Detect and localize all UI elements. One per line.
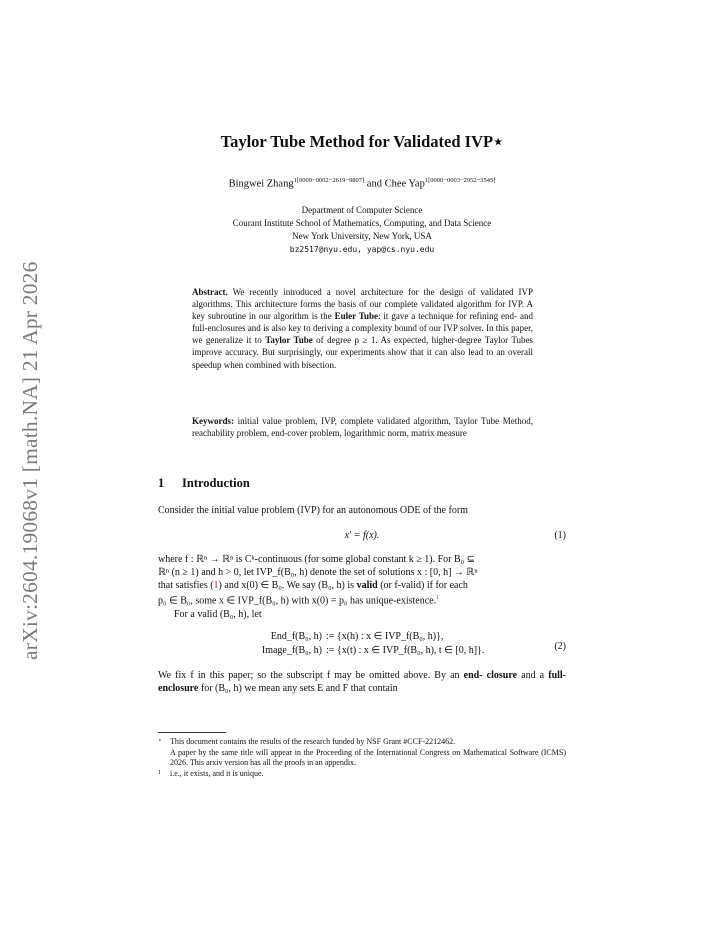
equation-1-body (158, 530, 566, 541)
footnote-star-text-2: A paper by the same title will appear in the Proceeding of the International Congress on Mathematical Software (ICMS) 2026. This arxiv version has all the proofs in an appendix. (170, 747, 566, 768)
footnotes (158, 737, 566, 779)
author-1-name: Bingwei Zhang (228, 178, 294, 190)
image-set-rhs: := {x(t) : x ∈ IVP_f(B₀, h), t ∈ [0, h]}. (326, 645, 485, 656)
para3-text-c: and a (521, 670, 545, 681)
section-heading (158, 476, 566, 491)
para-line-3b: ) and x(0) ∈ B₀. We say (B₀, h) is (218, 579, 355, 591)
term-closure: closure (486, 670, 518, 681)
abstract-taylor-tube: Taylor Tube (265, 335, 313, 346)
author-2-name: Chee Yap (384, 178, 425, 190)
keywords-text: initial value problem, IVP, complete validated algorithm, Taylor Tube Method, reachability problem, end-cover problem, logarithmic norm, matrix measure (192, 416, 533, 439)
equation-2-number: (2) (554, 641, 566, 652)
section-number: 1 (158, 476, 165, 490)
keywords (192, 415, 533, 439)
section-title: Introduction (182, 476, 250, 490)
para-line-3 (158, 580, 566, 593)
author-line (158, 177, 566, 190)
footnote-1-mark: 1 (158, 769, 161, 776)
image-set-lhs: Image_f(B₀, h) (261, 645, 322, 656)
intro-paragraph: Consider the initial value problem (IVP) for an autonomous ODE of the form (158, 505, 468, 516)
footnote-divider (158, 732, 226, 733)
abstract-text-2: : it gave a technique for refining end- and full-enclosures and is also key to deriving a complexity bound of our IVP solver. In this paper, we generalize it to (192, 311, 533, 346)
footnote-1 (158, 769, 566, 780)
term-end-hyphen: end- (463, 670, 483, 681)
term-full-enclosure: full-enclosure (158, 670, 567, 694)
affiliation-dept: Department of Computer Science (301, 205, 423, 215)
definition-paragraph (158, 554, 566, 621)
para3-text-d: for (B₀, h) we mean any sets E and F that contain (200, 682, 398, 694)
author-conjunction: and (366, 178, 382, 190)
author-2-orcid: 1[0000−0003−2952−3545] (424, 177, 496, 184)
end-set-rhs: := {x(h) : x ∈ IVP_f(B₀, h)}, (326, 631, 444, 642)
para-line-4 (158, 592, 566, 608)
para-line-4-text: p₀ ∈ B₀, some x ∈ IVP_f(B₀, h) with x(0) = p₀ has unique-existence. (158, 595, 437, 607)
footnote-1-text: i.e., it exists, and it is unique. (170, 768, 264, 778)
author-emails: bz2517@nyu.edu, yap@cs.nyu.edu (289, 245, 435, 254)
arxiv-side-stamp (18, 100, 58, 660)
abstract-text-3: of degree p ≥ 1. As expected, higher-degree Taylor Tubes improve accuracy. But surprisingly, our experiments show that it can also lead to an overall speedup when combined with bisection. (192, 335, 534, 370)
para3-text-a: We fix f in this paper; so the subscript f may be omitted above. By an (158, 670, 460, 681)
abstract-label: Abstract. (192, 287, 228, 297)
affiliation-university: New York University, New York, USA (292, 231, 432, 241)
footnote-1-link[interactable]: 1 (436, 595, 440, 602)
enclosure-paragraph (158, 670, 566, 696)
abstract (192, 286, 533, 371)
para-line-2: ℝⁿ (n ≥ 1) and h > 0, let IVP_f(B₀, h) denote the set of solutions x : [0, h] → ℝⁿ (158, 566, 478, 578)
para-line-5: For a valid (B₀, h), let (174, 608, 262, 620)
term-valid: valid (356, 579, 378, 591)
arxiv-identifier: arXiv:2604.19068v1 [math.NA] 21 Apr 2026 (18, 261, 42, 660)
author-1-orcid: 1[0009−0002−2619−9807] (293, 177, 365, 184)
abstract-text-1: We recently introduced a novel architecture for the design of validated IVP algorithms. This architecture forms the basis of our complete validated algorithm for IVP. A key subroutine in our algorithm is the (192, 287, 534, 322)
equation-1-expr: x′ = f(x). (344, 530, 380, 541)
equation-1-number: (1) (554, 530, 566, 541)
equation-1 (158, 530, 566, 541)
abstract-euler-tube: Euler Tube (334, 311, 378, 322)
affiliation-school: Courant Institute School of Mathematics, Computing, and Data Science (232, 218, 492, 228)
paper-title: Taylor Tube Method for Validated IVP⋆ (220, 132, 504, 151)
equation-ref-link[interactable]: 1 (213, 579, 219, 591)
para-line-3a: that satisfies ( (158, 579, 214, 591)
footnote-star-text-1: This document contains the results of the research funded by NSF Grant #CCF-2212462. (170, 737, 456, 746)
para-line-3c: (or f-valid) if for each (380, 579, 468, 591)
footnote-star-mark: ⋆ (158, 738, 162, 744)
footnote-star (158, 737, 566, 769)
end-set-lhs: End_f(B₀, h) (270, 631, 322, 642)
affiliation-block (158, 204, 566, 256)
keywords-label: Keywords: (192, 416, 234, 426)
para-line-1: where f : ℝⁿ → ℝⁿ is Cᵏ-continuous (for some global constant k ≥ 1). For B₀ ⊆ (158, 554, 476, 565)
